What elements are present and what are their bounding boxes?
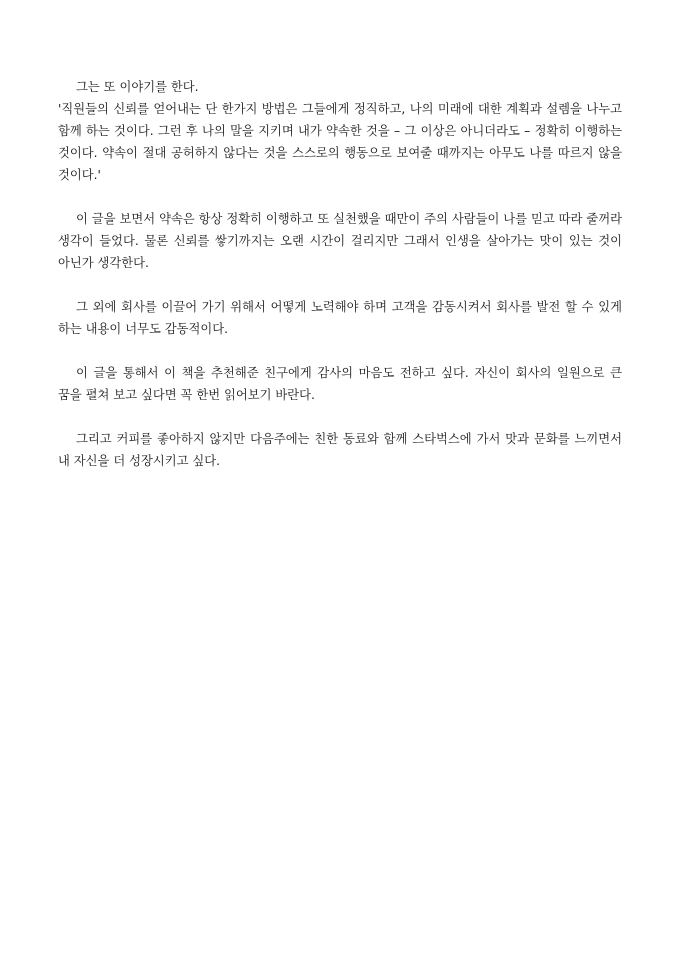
paragraph-spacer	[58, 274, 622, 296]
paragraph-spacer	[58, 186, 622, 208]
paragraph-3: 그 외에 회사를 이끌어 가기 위해서 어떻게 노력해야 하며 고객을 감동시켜서 회사를 발전 할 수 있게 하는 내용이 너무도 감동적이다.	[58, 300, 622, 336]
paragraph-spacer	[58, 406, 622, 428]
paragraph-1-lead: 그는 또 이야기를 한다.	[76, 80, 199, 94]
paragraph-2: 이 글을 보면서 약속은 항상 정확히 이행하고 또 실천했을 때만이 주의 사람들이 나를 믿고 따라 줄꺼라 생각이 들었다. 물론 신뢰를 쌓기까지는 오랜 시간이 걸리지만 그래서 인생을 살아가는 맛이 있는 것이 아닌가 생각한다.	[58, 212, 622, 270]
paragraph-1-quote: '직원들의 신뢰를 얻어내는 단 한가지 방법은 그들에게 정직하고, 나의 미래에 대한 계획과 설렘을 나누고 함께 하는 것이다. 그런 후 나의 말을 지키며 내가 약속한 것을 – 그 이상은 아니더라도 – 정확히 이행하는 것이다. 약속이 절대 공허하지 않다는 것을 스스로의 행동으로 보여줄 때까지는 아무도 나를 따르지 않을 것이다.'	[58, 102, 622, 182]
document-body	[58, 76, 622, 472]
paragraph-spacer	[58, 340, 622, 362]
paragraph-5: 그리고 커피를 좋아하지 않지만 다음주에는 친한 동료와 함께 스타벅스에 가서 맛과 문화를 느끼면서 내 자신을 더 성장시키고 싶다.	[58, 432, 622, 468]
paragraph-4: 이 글을 통해서 이 책을 추천해준 친구에게 감사의 마음도 전하고 싶다. 자신이 회사의 일원으로 큰 꿈을 펼쳐 보고 싶다면 꼭 한번 읽어보기 바란다.	[58, 366, 622, 402]
